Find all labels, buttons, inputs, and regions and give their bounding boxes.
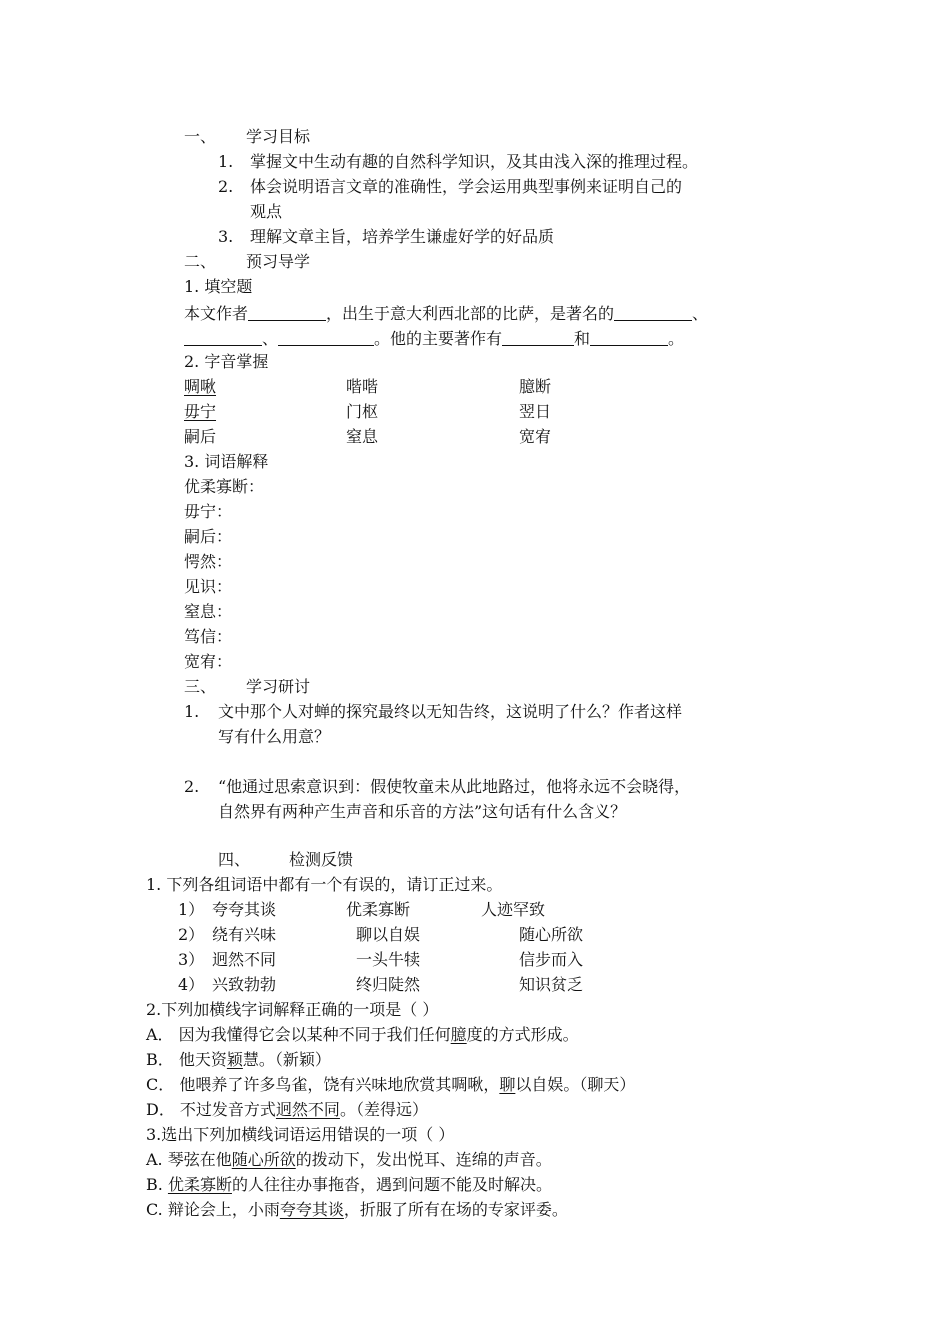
pron-word: 窒息 (346, 427, 379, 446)
pron-word: 喈喈 (346, 377, 379, 396)
test-q2-option-d (146, 1102, 428, 1118)
test-q3-option-b (146, 1177, 552, 1193)
test-q1-row-number: 1） (178, 900, 205, 919)
vocab-item: 见识： (184, 577, 233, 596)
test-q1-word: 人迹罕致 (481, 900, 546, 919)
test-q3-option-a (146, 1152, 552, 1168)
objective-1-number: 1. (218, 152, 234, 171)
objective-2-text-cont: 观点 (250, 202, 283, 221)
option-text: C． 他喂养了许多鸟雀，饶有兴味地欣赏其啁啾， (146, 1075, 500, 1094)
fill-text-e: 。他的主要著作有 (374, 329, 503, 348)
test-q1-word: 优柔寡断 (346, 900, 411, 919)
vocab-item: 毋宁： (184, 502, 233, 521)
fill-text-f: 和 (574, 329, 591, 348)
underlined-term: 优柔寡断 (167, 1175, 232, 1194)
test-q1-word: 兴致勃勃 (212, 975, 277, 994)
blank-work-1[interactable] (502, 329, 574, 346)
underlined-term: 随心所欲 (231, 1150, 296, 1169)
test-q1-word: 一头牛犊 (356, 950, 421, 969)
test-q1-word: 迥然不同 (212, 950, 277, 969)
section-1-number: 一、 (184, 127, 217, 146)
fill-text-g: 。 (668, 329, 685, 348)
test-q1-word: 信步而入 (519, 950, 584, 969)
test-q3-option-c (146, 1202, 568, 1218)
blank-title-1[interactable] (614, 304, 692, 321)
pron-word: 毋宁 (184, 402, 217, 421)
discussion-2-line-1: “他通过思索意识到：假使牧童未从此地路过，他将永远不会晓得， (218, 777, 691, 796)
fill-blank-heading: 1. 填空题 (184, 277, 253, 296)
option-text: 慧。（新颖） (242, 1050, 331, 1069)
test-q2-option-b (146, 1052, 331, 1068)
section-3-title: 学习研讨 (246, 677, 311, 696)
pron-word: 门枢 (346, 402, 379, 421)
section-1-title: 学习目标 (246, 127, 311, 146)
section-4-title: 检测反馈 (289, 850, 354, 869)
discussion-1-line-2: 写有什么用意？ (218, 727, 331, 746)
test-q1-word: 聊以自娱 (356, 925, 421, 944)
objective-3-number: 3. (218, 227, 234, 246)
objective-2-number: 2. (218, 177, 234, 196)
test-q1-row-number: 3） (178, 950, 205, 969)
option-text: A． 因为我懂得它会以某种不同于我们任何 (146, 1025, 451, 1044)
blank-author[interactable] (248, 304, 326, 321)
test-q1-heading: 1. 下列各组词语中都有一个有误的，请订正过来。 (146, 875, 503, 894)
objective-3-text: 理解文章主旨，培养学生谦虚好学的好品质 (250, 227, 555, 246)
fill-text-d: 、 (262, 329, 279, 348)
option-text: 的人往往办事拖沓，遇到问题不能及时解决。 (231, 1175, 552, 1194)
discussion-2-number: 2. (184, 777, 200, 796)
vocabulary-heading: 3. 词语解释 (184, 452, 269, 471)
fill-text-c: 、 (692, 304, 709, 323)
test-q1-word: 终归陡然 (356, 975, 421, 994)
underlined-term: 夸夸其谈 (279, 1200, 344, 1219)
section-2-number: 二、 (184, 252, 217, 271)
discussion-2-line-2: 自然界有两种产生声音和乐音的方法”这句话有什么含义？ (218, 802, 627, 821)
option-text: D． 不过发音方式 (146, 1100, 276, 1119)
option-text: C. 辩论会上，小雨 (146, 1200, 280, 1219)
pron-word: 臆断 (519, 377, 552, 396)
fill-text-a: 本文作者 (184, 304, 249, 323)
vocab-item: 优柔寡断： (184, 477, 265, 496)
test-q1-word: 绕有兴味 (212, 925, 277, 944)
section-2-title: 预习导学 (246, 252, 311, 271)
underlined-term: 迥然不同 (275, 1100, 340, 1119)
vocab-item: 宽宥： (184, 652, 233, 671)
vocab-item: 嗣后： (184, 527, 233, 546)
blank-title-2[interactable] (184, 329, 262, 346)
test-q3-heading: 3.选出下列加横线词语运用错误的一项（ ） (146, 1125, 455, 1144)
blank-work-2[interactable] (590, 329, 668, 346)
blank-title-3[interactable] (278, 329, 374, 346)
option-text: 的拨动下，发出悦耳、连绵的声音。 (295, 1150, 552, 1169)
objective-2-text: 体会说明语言文章的准确性，学会运用典型事例来证明自己的 (250, 177, 683, 196)
underlined-term: 聊 (499, 1075, 516, 1094)
option-text: 以自娱。（聊天） (515, 1075, 636, 1094)
test-q1-word: 随心所欲 (519, 925, 584, 944)
pron-word: 宽宥 (519, 427, 552, 446)
section-4-number: 四、 (218, 850, 251, 869)
fill-text-b: ，出生于意大利西北部的比萨，是著名的 (326, 304, 615, 323)
vocab-item: 愕然： (184, 552, 233, 571)
test-q2-heading: 2.下列加横线字词解释正确的一项是（ ） (146, 1000, 439, 1019)
section-3-number: 三、 (184, 677, 217, 696)
option-text: A. 琴弦在他 (146, 1150, 232, 1169)
vocab-item: 笃信： (184, 627, 233, 646)
test-q1-word: 夸夸其谈 (212, 900, 277, 919)
fill-blank-line-2 (184, 329, 684, 347)
vocab-item: 窒息： (184, 602, 233, 621)
underlined-term: 臆 (450, 1025, 467, 1044)
pronunciation-heading: 2. 字音掌握 (184, 352, 269, 371)
option-text: 。（差得远） (339, 1100, 428, 1119)
test-q2-option-a (146, 1027, 579, 1043)
option-text: B. (146, 1175, 168, 1194)
pron-word: 啁啾 (184, 377, 217, 396)
underlined-term: 颖 (226, 1050, 243, 1069)
test-q1-row-number: 2） (178, 925, 205, 944)
discussion-1-line-1: 文中那个人对蝉的探究最终以无知告终，这说明了什么？作者这样 (218, 702, 683, 721)
test-q1-row-number: 4） (178, 975, 205, 994)
option-text: ，折服了所有在场的专家评委。 (343, 1200, 568, 1219)
test-q2-option-c (146, 1077, 635, 1093)
fill-blank-line-1 (184, 304, 708, 322)
discussion-1-number: 1. (184, 702, 200, 721)
objective-1-text: 掌握文中生动有趣的自然科学知识，及其由浅入深的推理过程。 (250, 152, 699, 171)
test-q1-word: 知识贫乏 (519, 975, 584, 994)
pron-word: 嗣后 (184, 427, 217, 446)
pron-word: 翌日 (519, 402, 552, 421)
option-text: B． 他天资 (146, 1050, 227, 1069)
option-text: 度的方式形成。 (466, 1025, 579, 1044)
